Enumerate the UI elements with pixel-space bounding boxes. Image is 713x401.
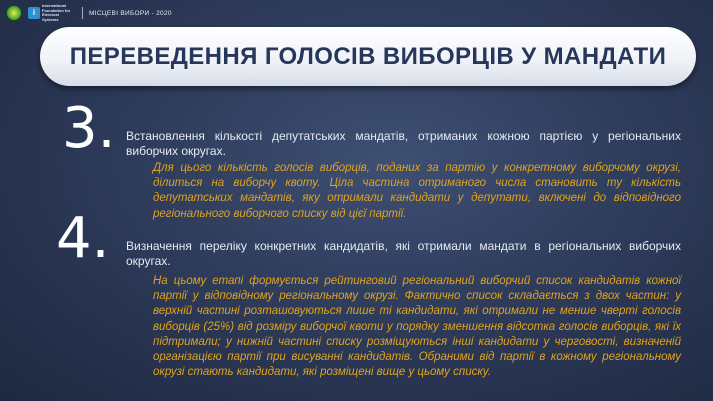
page-title: ПЕРЕВЕДЕННЯ ГОЛОСІВ ВИБОРЦІВ У МАНДАТИ (69, 42, 667, 70)
item-4-text: Визначення переліку конкретних кандидатів, які отримали мандати в регіональних виборчих округах. (126, 239, 681, 268)
ifes-logo-icon: i (28, 7, 40, 19)
item-3-text: Встановлення кількості депутатських мандатів, отриманих кожною партією у регіональних виборчих округах. (126, 129, 681, 158)
item-3-detail: Для цього кількість голосів виборців, поданих за партію у конкретному виборчому окрузі, ділиться на виборчу квоту. Ціла частина отриманого числа становить ту кількість депутатських мандатів, яку отримали кандидати у депутати, включені до відповідного регіонального виборчого списку від цієї партії. (153, 162, 681, 220)
cvk-logo-icon (6, 5, 22, 21)
header-bar (6, 5, 172, 21)
item-number-4: 4. (56, 206, 110, 271)
brand-text: МІСЦЕВІ ВИБОРИ - 2020 (89, 9, 172, 17)
ifes-logo-text: International Foundation for Electoral Systems (42, 3, 71, 22)
item-4-detail: На цьому етапі формується рейтинговий регіональний виборчий список кандидатів кожної партії у відповідному регіональному окрузі. Фактично список складається з двох частин: у верхній частині розташовуються лише ті кандидати, які отримали не менше чверті голосів виборців (25%) від розміру виборчої квоти у порядку зменшення відсотка голосів виборців, які їх підтримали; у нижній частині списку розміщуються інші кандидати у черговості, визначеній організацією партії при висуванні кандидатів. Обраними від партії в кожному регіональному окрузі стають кандидати, які розміщені вище у цьому списку. (153, 275, 681, 379)
header-divider (82, 7, 83, 19)
ifes-logo (28, 4, 76, 22)
title-banner (40, 27, 696, 86)
item-number-3: 3. (62, 96, 116, 161)
